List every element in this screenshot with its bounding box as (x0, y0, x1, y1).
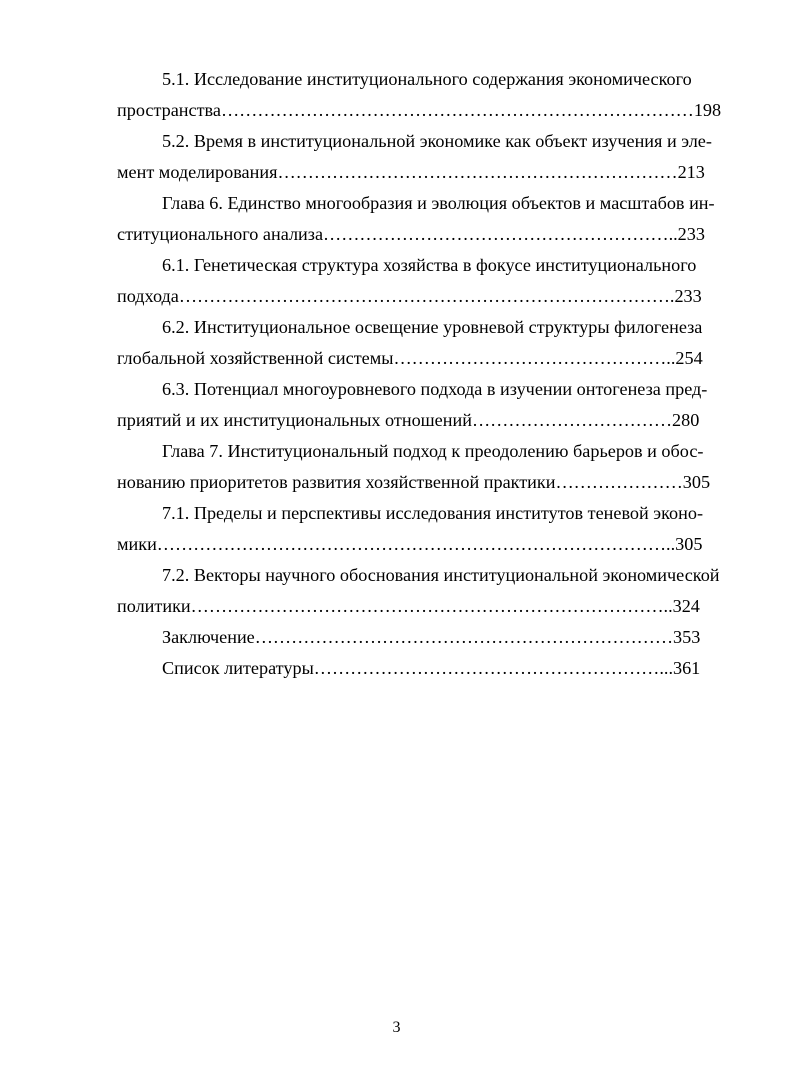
toc-entry-line-continuation: глобальной хозяйственной системы………………………………………..254 (117, 348, 703, 368)
toc-entry-line-continuation: нованию приоритетов развития хозяйственной практики…………………305 (117, 472, 711, 492)
toc-entry-6-1[interactable] (117, 250, 739, 312)
toc-entry-line: 7.2. Векторы научного обоснования институциональной экономической (162, 565, 720, 585)
toc-entry-line: Список литературы…………………………………………………...361 (162, 658, 701, 678)
page-number: 3 (392, 1019, 401, 1036)
toc-entry-line-continuation: мент моделирования…………………………………………………………213 (117, 162, 705, 182)
toc-entry-line: 7.1. Пределы и перспективы исследования институтов теневой эконо- (162, 503, 703, 523)
toc-entry-5-1[interactable] (117, 64, 739, 126)
toc-entry-line-continuation: мики…………………………………………………………………………..305 (117, 534, 703, 554)
toc-entry-line-continuation: ституционального анализа…………………………………………………..233 (117, 224, 705, 244)
toc-entry-6-2[interactable] (117, 312, 739, 374)
toc-entry-line-continuation: пространства……………………………………………………………………198 (117, 100, 722, 120)
toc-entry-line: 6.1. Генетическая структура хозяйства в фокусе институционального (162, 255, 697, 275)
toc-entry-bibliography[interactable] (117, 653, 739, 684)
toc-entry-line-continuation: приятий и их институциональных отношений……………………………280 (117, 410, 700, 430)
toc-entry-6-3[interactable] (117, 374, 739, 436)
toc-entry-7-1[interactable] (117, 498, 739, 560)
toc-entry-line: Глава 7. Институциональный подход к преодолению барьеров и обос- (162, 441, 704, 461)
toc-entry-line-continuation: политики……………………………………………………………………..324 (117, 596, 700, 616)
toc-entry-line: Глава 6. Единство многообразия и эволюция объектов и масштабов ин- (162, 193, 715, 213)
toc-entry-line: 6.2. Институциональное освещение уровневой структуры филогенеза (162, 317, 703, 337)
toc-entry-chapter-6[interactable] (117, 188, 739, 250)
toc-entry-conclusion[interactable] (117, 622, 739, 653)
toc-entry-chapter-7[interactable] (117, 436, 739, 498)
toc-entry-line: 6.3. Потенциал многоуровневого подхода в изучении онтогенеза пред- (162, 379, 708, 399)
toc-entry-line: 5.2. Время в институциональной экономике как объект изучения и эле- (162, 131, 712, 151)
toc-entry-line: 5.1. Исследование институционального содержания экономического (162, 69, 692, 89)
toc-entry-5-2[interactable] (117, 126, 739, 188)
toc-entry-line: Заключение……………………………………………………………353 (162, 627, 701, 647)
table-of-contents (117, 64, 739, 684)
toc-entry-line-continuation: подхода……………………………………………………………………….233 (117, 286, 702, 306)
toc-entry-7-2[interactable] (117, 560, 739, 622)
